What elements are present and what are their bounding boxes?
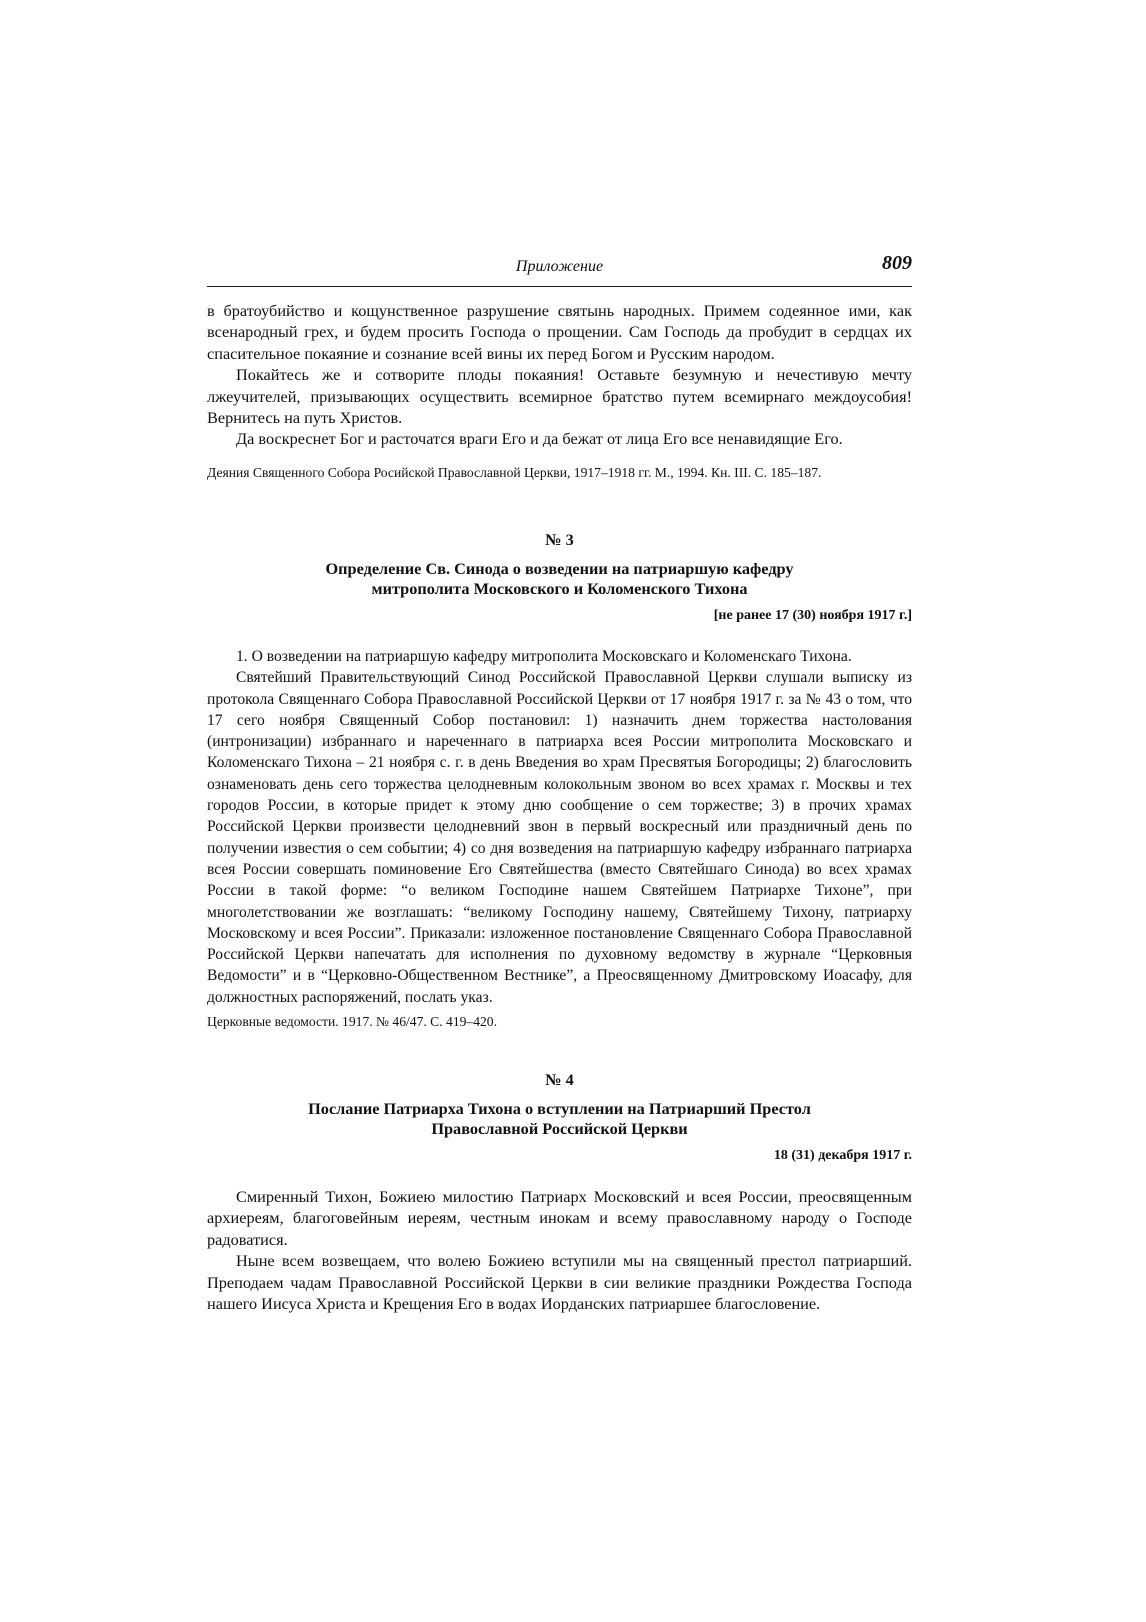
doc3-source-block xyxy=(207,1013,912,1031)
intro-paragraph: Да воскреснет Бог и расточатся враги Его и да бежат от лица Его все ненавидящие Его. xyxy=(236,429,843,449)
running-title: Приложение xyxy=(515,258,604,275)
doc3-number: № 3 xyxy=(545,530,574,549)
doc3-date: [не ранее 17 (30) ноября 1917 г.] xyxy=(713,608,912,623)
running-header xyxy=(207,252,912,287)
source-citation: Деяния Священного Собора Росийской Православной Церкви, 1917–1918 гг. М., 1994. Кн. III. С. 185–187. xyxy=(207,465,822,480)
doc4-date: 18 (31) декабря 1917 г. xyxy=(773,1148,912,1163)
doc3-paragraph: 1. О возведении на патриаршую кафедру митрополита Московскаго и Коломенскаго Тихона. xyxy=(236,648,852,665)
doc4-paragraph: Смиренный Тихон, Божиею милостию Патриарх Московский и всея России, преосвященным архиереям, благоговейным иереям, честным инокам и всему православному народу о Господе радоватися. xyxy=(207,1187,912,1249)
doc3-title-line1: Определение Св. Синода о возведении на патриаршую кафедру xyxy=(325,559,794,578)
doc4-paragraph: Ныне всем возвещаем, что волею Божиею вступили мы на священный престол патриарший. Преподаем чадам Православной Российской Церкви в сии великие праздники Рождества Господа нашего Иисуса Христа и Крещения Его в водах Иорданских патриаршее благословение. xyxy=(207,1251,912,1314)
doc4-title-line1: Послание Патриарха Тихона о вступлении на Патриарший Престол xyxy=(308,1099,811,1118)
doc4-date-block xyxy=(207,1148,912,1164)
intro-source xyxy=(207,464,912,482)
intro-paragraph: в братоубийство и кощунственное разрушение святынь народных. Примем содеянное ими, как всенародный грех, и будем просить Господа о прощении. Сам Господь да пробудит в сердцах их спасительное покаяние и сознание всей вины их перед Богом и Русским народом. xyxy=(207,301,912,363)
doc4-title-line2: Православной Российской Церкви xyxy=(431,1119,688,1138)
doc4-body xyxy=(207,1186,912,1314)
intro-section xyxy=(207,300,912,450)
doc3-title-line2: митрополита Московского и Коломенского Тихона xyxy=(371,579,748,598)
doc3-source: Церковные ведомости. 1917. № 46/47. С. 419–420. xyxy=(207,1014,498,1029)
doc4-title xyxy=(207,1099,912,1139)
doc3-body xyxy=(207,646,912,1008)
doc3-paragraph: Святейший Правительствующий Синод Российской Православной Церкви слушали выписку из протокола Священнаго Собора Православной Российской Церкви от 17 ноября 1917 г. за № 43 о том, что 17 сего ноября Священный Собор постановил: 1) назначить днем торжества настолования (интронизации) избраннаго и нареченнаго в патриарха всея России митрополита Московскаго и Коломенскаго Тихона – 21 ноября с. г. в день Введения во храм Пресвятыя Богородицы; 2) благословить ознаменовать день сего торжества целодневным колокольным звоном во всех храмах г. Москвы и тех городов России, в которые придет к этому дню сообщение о сем торжестве; 3) в прочих храмах Российской Церкви произвести целодневний звон в первый воскресный или праздничный день по получении известия о сем событии; 4) со дня возведения на патриаршую кафедру избраннаго патриарха всея России совершать поминовение Его Святейшества (вместо Святейшаго Синода) во всех храмах России в такой форме: “о великом Господине нашем Святейшем Патриархе Тихоне”, при многолетствовании же возглашать: “великому Господину нашему, Святейшему Тихону, патриарху Московскому и всея России”. Приказали: изложенное постановление Священнаго Собора Православной Российской Церкви напечатать для исполнения по духовному ведомству в журнале “Церковныя Ведомости” и в “Церковно-Общественном Вестнике”, а Преосвященному Дмитровскому Иоасафу, для должностных распоряжений, послать указ. xyxy=(207,669,912,1006)
doc3-title xyxy=(207,559,912,599)
intro-paragraph: Покайтесь же и сотворите плоды покаяния! Оставьте безумную и нечестивую мечту лжеучителей, призывающих осуществить всемирное братство путем всемирнаго междоусобия! Вернитесь на путь Христов. xyxy=(207,365,912,428)
doc3-date-block xyxy=(207,608,912,624)
page-number: 809 xyxy=(882,252,912,274)
doc4-heading xyxy=(207,1070,912,1090)
doc4-number: № 4 xyxy=(545,1070,574,1089)
book-page xyxy=(207,0,912,1622)
doc3-heading xyxy=(207,530,912,550)
